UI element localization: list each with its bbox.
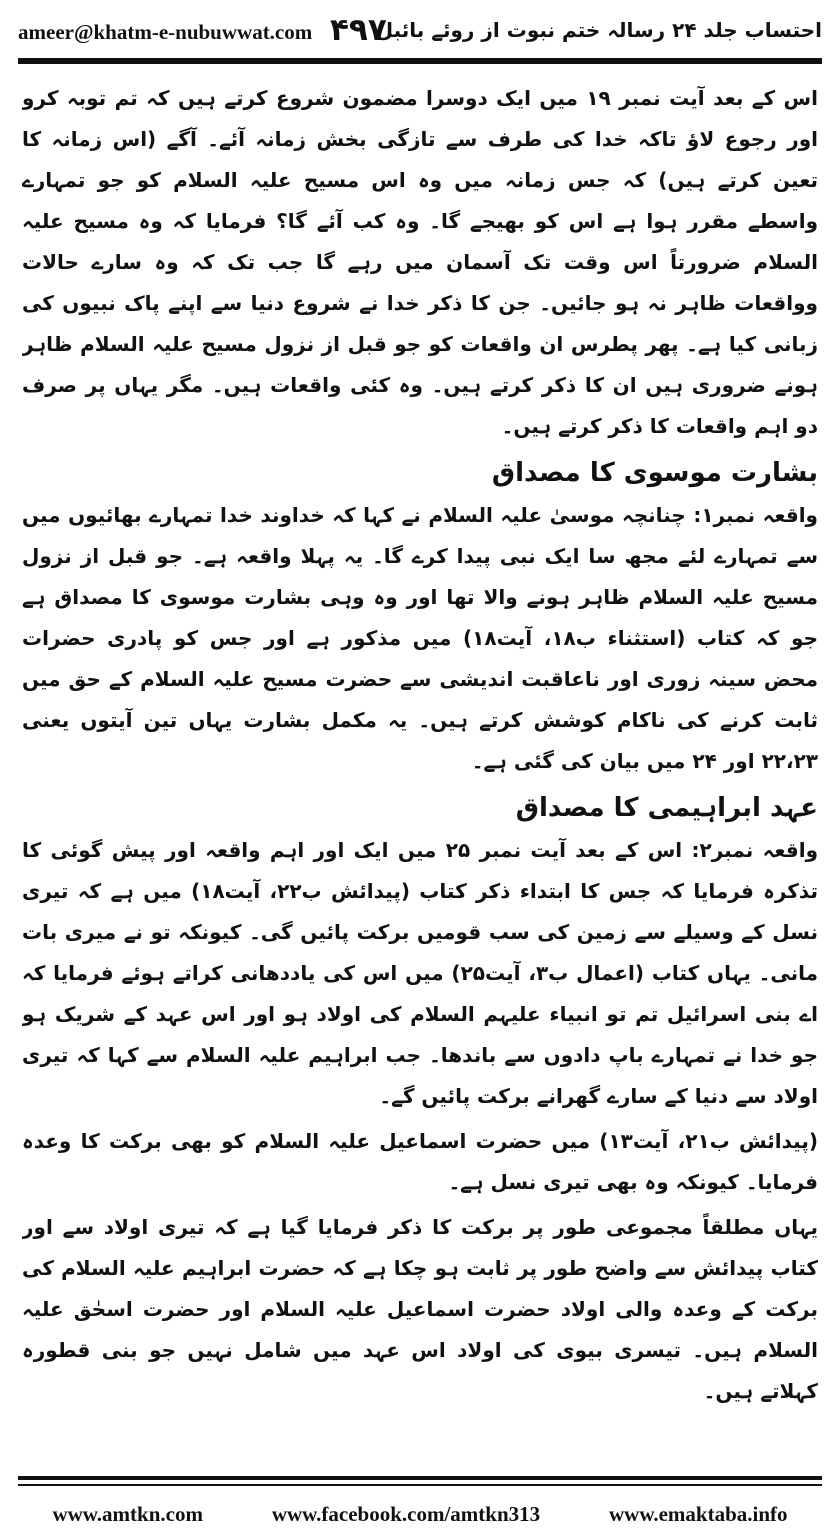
page-header [18,14,822,54]
event-2-label: واقعہ نمبر۲: [691,838,818,862]
footer-rule-thick [18,1476,822,1480]
running-title: احتساب جلد ۲۴ رسالہ ختم نبوت از روئے بائبل [375,18,822,42]
footer-link-amtkn[interactable]: www.amtkn.com [52,1501,203,1526]
section-heading-2: عہد ابراہیمی کا مصداق [515,793,818,823]
event-1-label: واقعہ نمبر۱: [693,503,818,527]
header-rule [18,58,822,64]
section-heading-1: بشارت موسوی کا مصداق [491,458,818,488]
paragraph-1: اس کے بعد آیت نمبر ۱۹ میں ایک دوسرا مضمون شروع کرتے ہیں کہ تم توبہ کرو اور رجوع لاؤ تاکہ خدا کی طرف سے تازگی بخش زمانہ آئے۔ آگے (اس زمانہ کا تعین کرتے ہیں) کہ جس زمانہ میں وہ اس مسیح علیہ السلام کو جو تمہارے واسطے مقرر ہوا ہے اس کو بھیجے گا۔ وہ کب آئے گا؟ فرمایا کہ وہ مسیح علیہ السلام ضرورتاً اس وقت تک آسمان میں رہے گا جب تک کہ وہ سارے حالات وواقعات ظاہر نہ ہو جائیں۔ جن کا ذکر خدا نے شروع دنیا سے اپنے پاک نبیوں کی زبانی کیا ہے۔ پھر پطرس ان واقعات کو جو قبل از نزول مسیح علیہ السلام ظاہر ہونے ضروری ہیں ان کا ذکر کرتے ہیں۔ وہ کئی واقعات ہیں۔ مگر یہاں پر صرف دو اہم واقعات کا ذکر کرتے ہیں۔ [22,86,818,438]
page-body [22,78,818,1458]
paragraph-4: (پیدائش ب۲۱، آیت۱۳) میں حضرت اسماعیل علیہ السلام کو بھی برکت کا وعدہ فرمایا۔ کیونکہ وہ بھی تیری نسل ہے۔ [22,1129,818,1194]
footer-link-facebook[interactable]: www.facebook.com/amtkn313 [271,1501,541,1526]
paragraph-3-text: اس کے بعد آیت نمبر ۲۵ میں ایک اور اہم واقعہ اور پیش گوئی کا تذکرہ فرمایا کہ جس کا ابتداء ذکر کتاب (پیدائش ب۲۲، آیت۱۸) میں ہے کہ تیری نسل کے وسیلے سے زمین کی سب قومیں برکت پائیں گی۔ کیونکہ تو نے میری بات مانی۔ یہاں کتاب (اعمال ب۳، آیت۲۵) میں اس کی یاددھانی کراتے ہوئے فرمایا کہ اے بنی اسرائیل تم تو انبیاء علیہم السلام کی اولاد ہو اور اس عہد کے شریک ہو جو خدا نے تمہارے باپ دادوں سے باندھا۔ جب ابراہیم علیہ السلام سے کہا کہ تیری اولاد سے دنیا کے سارے گھرانے برکت پائیں گے۔ [22,838,818,1108]
header-email: ameer@khatm-e-nubuwwat.com [18,20,313,44]
paragraph-2 [22,495,818,782]
footer-link-emaktaba[interactable]: www.emaktaba.info [609,1501,788,1526]
footer-rule-thin [18,1484,822,1486]
paragraph-5: یہاں مطلقاً مجموعی طور پر برکت کا ذکر فرمایا گیا ہے کہ تیری اولاد سے اور کتاب پیدائش سے واضح طور پر ثابت ہو چکا ہے کہ حضرت ابراہیم علیہ السلام کی برکت کے وعدہ والی اولاد حضرت اسماعیل علیہ السلام اور حضرت اسحٰق علیہ السلام ہیں۔ تیسری بیوی کی اولاد اس عہد میں شامل نہیں جو بنی قطورہ کہلاتے ہیں۔ [22,1215,818,1403]
page-number: ۴۹۷ [330,12,387,48]
paragraph-3 [22,830,818,1117]
paragraph-2-text: چنانچہ موسیٰ علیہ السلام نے کہا کہ خداوند خدا تمہارے بھائیوں میں سے تمہارے لئے مجھ سا ایک نبی پیدا کرے گا۔ یہ پہلا واقعہ ہے۔ جو قبل از نزول مسیح علیہ السلام ظاہر ہونے والا تھا اور وہ وہی بشارت موسوی کا مصداق ہے جو کہ کتاب (استثناء ب۱۸، آیت۱۸) میں مذکور ہے اور جس کو پادری حضرات محض سینہ زوری اور ناعاقبت اندیشی سے حضرت مسیح علیہ السلام کے حق میں ثابت کرنے کی ناکام کوشش کرتے ہیں۔ یہ مکمل بشارت یہاں تین آیتوں یعنی ۲۲،۲۳ اور ۲۴ میں بیان کی گئی ہے۔ [22,503,818,773]
page-footer [18,1494,822,1534]
